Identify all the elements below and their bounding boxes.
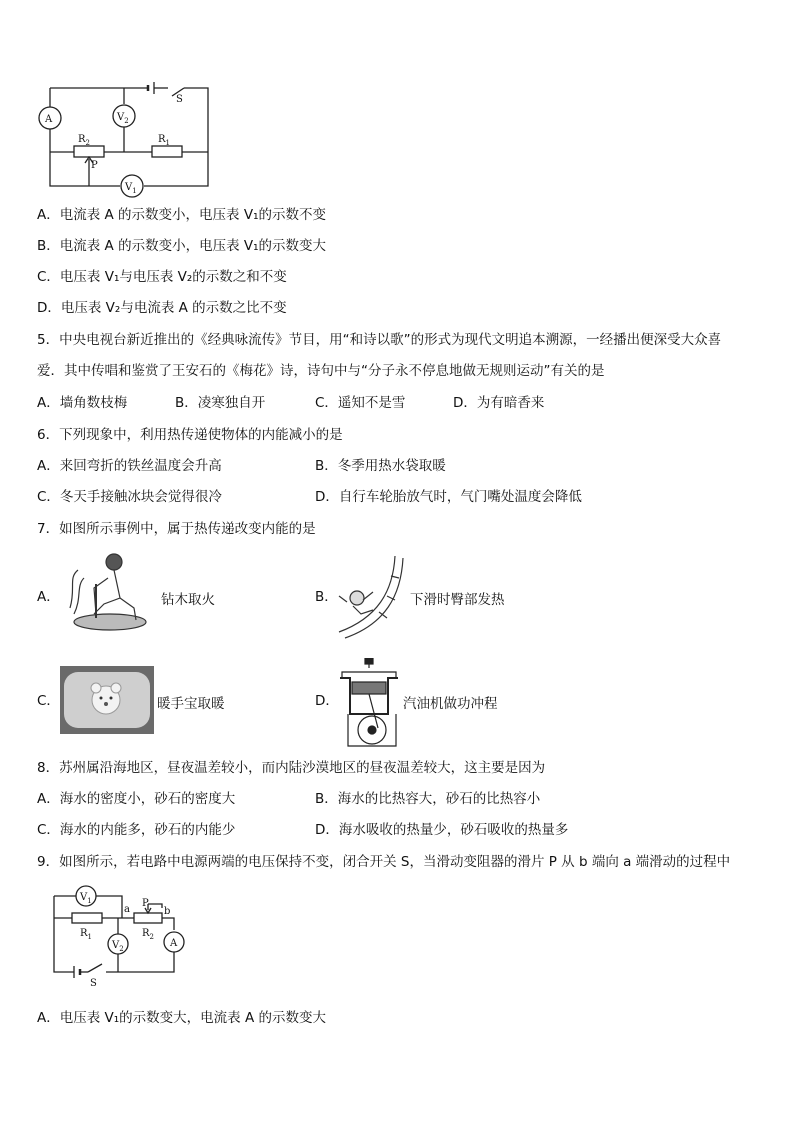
q8-option-d: D．海水吸收的热量少，砂石吸收的热量多 (315, 822, 569, 838)
circuit-diagram-q9 (50, 884, 190, 988)
q5-option-c: C．遥知不是雪 (315, 395, 406, 411)
engine-cylinder-illustration (338, 658, 400, 750)
q7-option-a-label: A． (37, 589, 60, 605)
q8-option-c: C．海水的内能多，砂石的内能少 (37, 822, 236, 838)
q5-option-a: A．墙角数枝梅 (37, 395, 128, 411)
voltmeter-label-V2: $V_2$ (117, 112, 129, 125)
q4-option-a: A．电流表 A 的示数变小，电压表 V₁的示数不变 (37, 207, 326, 223)
q7-caption-b: 下滑时臀部发热 (410, 592, 505, 608)
hand-warmer-illustration (60, 666, 154, 734)
q4-option-b: B．电流表 A 的示数变小，电压表 V₁的示数变大 (37, 238, 327, 254)
switch-label-S: S (176, 94, 183, 105)
q5-stem-line2: 爱．其中传唱和鉴赏了王安石的《梅花》诗，诗句中与“分子永不停息地做无规则运动”有关的是 (37, 363, 605, 379)
switch-label-S: S (90, 978, 97, 988)
slider-label-P: P (91, 160, 98, 171)
q7-option-d-label: D． (315, 693, 339, 709)
q4-option-d: D．电压表 V₂与电流表 A 的示数之比不变 (37, 300, 287, 316)
voltmeter-label-V1: $V_1$ (125, 182, 137, 195)
ammeter-label-A: A (45, 114, 53, 125)
q6-option-b: B．冬季用热水袋取暖 (315, 458, 446, 474)
drill-fire-illustration (64, 548, 158, 640)
q8-option-a: A．海水的密度小，砂石的密度大 (37, 791, 236, 807)
q7-option-c-label: C． (37, 693, 60, 709)
q9-option-a: A．电压表 V₁的示数变大，电流表 A 的示数变大 (37, 1010, 326, 1026)
voltmeter-label-V2: $V_2$ (112, 940, 124, 953)
resistor-label-R2: $R_2$ (142, 928, 154, 941)
q8-stem: 8．苏州属沿海地区，昼夜温差较小，而内陆沙漠地区的昼夜温差较大，这主要是因为 (37, 760, 546, 776)
q5-option-d: D．为有暗香来 (453, 395, 545, 411)
q6-stem: 6．下列现象中，利用热传递使物体的内能减小的是 (37, 427, 343, 443)
slider-label-P: P (142, 898, 149, 909)
slide-illustration (333, 552, 407, 640)
resistor-label-R2: $R_2$ (78, 134, 90, 147)
resistor-label-R1: $R_1$ (80, 928, 92, 941)
voltmeter-label-V1: $V_1$ (80, 892, 92, 905)
q7-caption-d: 汽油机做功冲程 (403, 696, 498, 712)
point-label-b: b (164, 906, 171, 917)
q6-option-a: A．来回弯折的铁丝温度会升高 (37, 458, 222, 474)
ammeter-label-A: A (170, 938, 178, 949)
q5-option-b: B．凌寒独自开 (175, 395, 266, 411)
q8-option-b: B．海水的比热容大，砂石的比热容小 (315, 791, 541, 807)
q7-stem: 7．如图所示事例中，属于热传递改变内能的是 (37, 521, 316, 537)
q7-caption-c: 暖手宝取暖 (157, 696, 225, 712)
point-label-a: a (124, 904, 130, 915)
q5-stem-line1: 5．中央电视台新近推出的《经典咏流传》节目，用“和诗以歌”的形式为现代文明追本溯源，一经播出便深受大众喜 (37, 332, 722, 348)
q4-option-c: C．电压表 V₁与电压表 V₂的示数之和不变 (37, 269, 287, 285)
q7-caption-a: 钻木取火 (161, 592, 215, 608)
circuit-diagram-q4 (34, 82, 219, 200)
q7-option-b-label: B． (315, 589, 338, 605)
q6-option-d: D．自行车轮胎放气时，气门嘴处温度会降低 (315, 489, 582, 505)
q6-option-c: C．冬天手接触冰块会觉得很冷 (37, 489, 222, 505)
resistor-label-R1: $R_1$ (158, 134, 170, 147)
q9-stem: 9．如图所示，若电路中电源两端的电压保持不变，闭合开关 S，当滑动变阻器的滑片 P 从 b 端向 a 端滑动的过程中 (37, 854, 731, 870)
